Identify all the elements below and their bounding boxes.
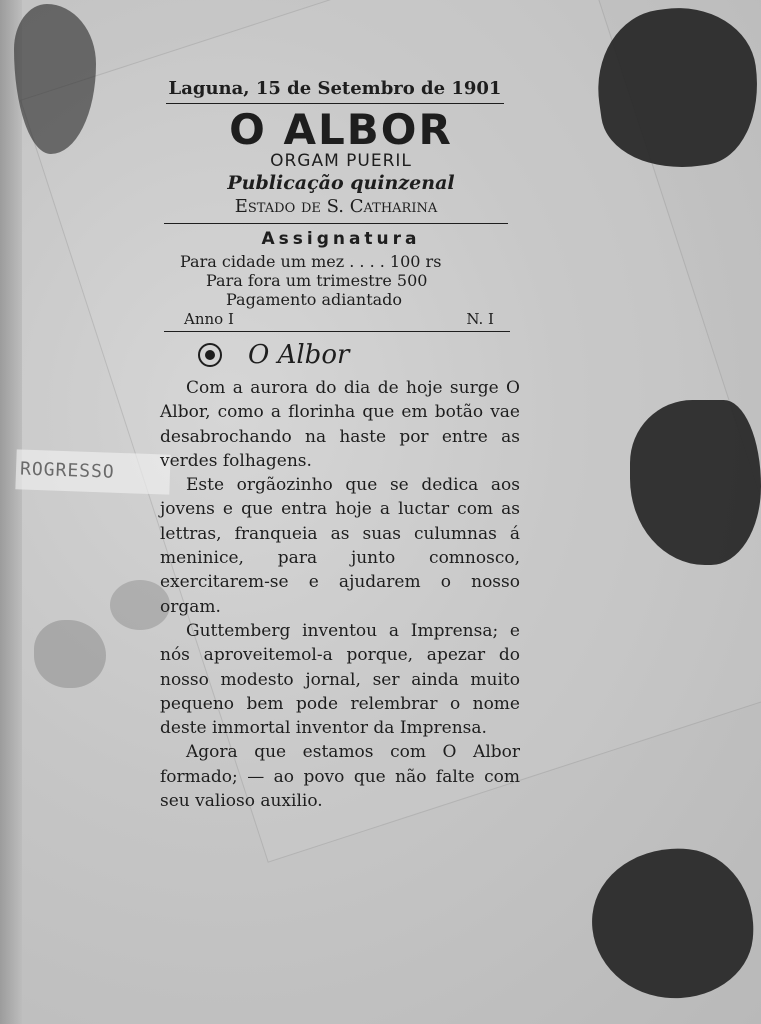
subscription-outside-price: Para fora um trimestre 500 bbox=[206, 271, 428, 290]
issue-info-row bbox=[164, 309, 510, 332]
paper-edge bbox=[0, 0, 22, 1024]
dateline: Laguna, 15 de Setembro de 1901 bbox=[166, 78, 504, 104]
ink-stain bbox=[585, 840, 761, 1006]
article-paragraph: Agora que estamos com O Albor formado; — ao povo que não falte com seu valioso auxilio. bbox=[160, 742, 520, 812]
state-line: Estado de S. Catharina bbox=[164, 195, 508, 224]
subscription-city-price: Para cidade um mez . . . . 100 rs bbox=[180, 252, 442, 271]
publication-frequency: Publicação quinzenal bbox=[227, 172, 455, 194]
ornament-icon bbox=[198, 343, 222, 367]
subscription-payment-note: Pagamento adiantado bbox=[226, 290, 403, 309]
article-paragraph: Com a aurora do dia de hoje surge O Albor, como a florinha que em botão vae desabrochando na haste por entre as verdes folhagens. bbox=[160, 378, 520, 471]
article-paragraph: Guttemberg inventou a Imprensa; e nós aproveitemol-a porque, apezar do nosso modesto jornal, ser ainda muito pequeno bem pode relembrar o nome deste immortal inventor da Imprensa. bbox=[160, 620, 520, 739]
article-title: O Albor bbox=[248, 340, 350, 370]
article-heading bbox=[198, 338, 522, 372]
subscription-heading: Assignatura bbox=[261, 229, 421, 249]
handwritten-note: ROGRESSO bbox=[15, 449, 170, 494]
issue-year: Anno I bbox=[184, 310, 234, 328]
masthead-subtitle: ORGAM PUERIL bbox=[270, 151, 412, 171]
article-paragraph: Este orgãozinho que se dedica aos jovens e que entra hoje a luctar com as lettras, franqueia as suas culumnas á meninice, para junto comnosco, exercitarem-se e ajudarem o nosso orgam. bbox=[160, 475, 520, 617]
issue-number: N. I bbox=[466, 310, 494, 328]
masthead-title: O ALBOR bbox=[229, 105, 453, 154]
text-column bbox=[160, 78, 522, 813]
water-stain bbox=[34, 620, 106, 688]
